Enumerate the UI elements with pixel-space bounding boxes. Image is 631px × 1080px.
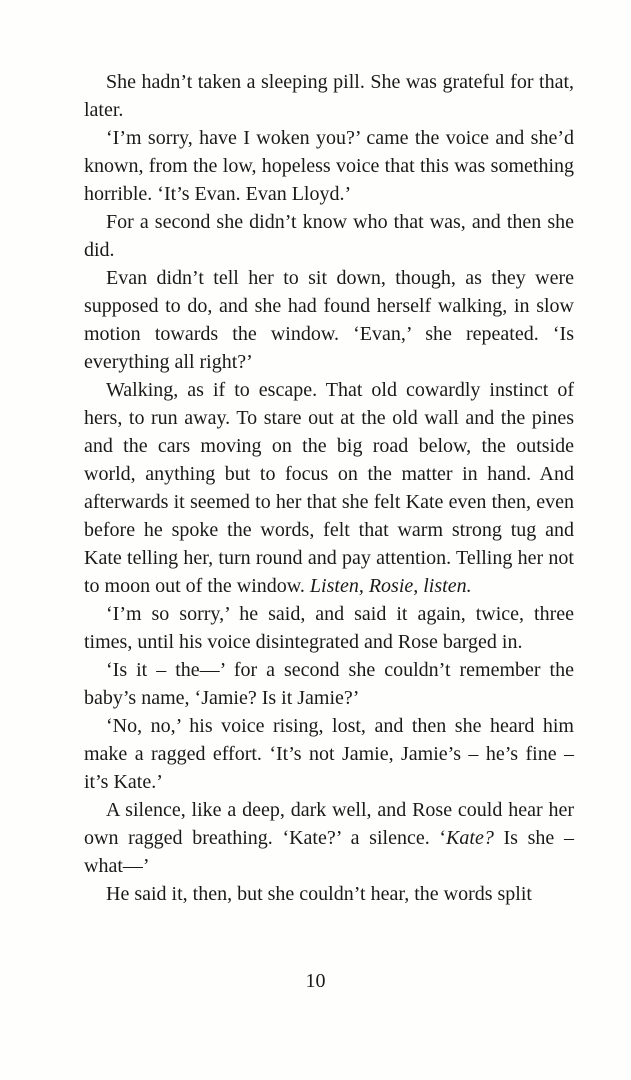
text-run: ‘I’m sorry, have I woken you?’ came the voice and she’d known, from the low, hopeless voice that this was something horrible. ‘It’s Evan. Evan Lloyd.’ [84, 127, 574, 205]
text-run: Is she – what—’ [84, 827, 574, 877]
text-run: He said it, then, but she couldn’t hear, the words split [106, 883, 532, 905]
paragraph [84, 796, 574, 880]
text-run: ‘Is it – the—’ for a second she couldn’t remember the baby’s name, ‘Jamie? Is it Jamie?’ [84, 659, 574, 709]
text-run: ‘I’m so sorry,’ he said, and said it again, twice, three times, until his voice disintegrated and Rose barged in. [84, 603, 574, 653]
paragraph [84, 376, 574, 600]
text-run: She hadn’t taken a sleeping pill. She was grateful for that, later. [84, 71, 574, 121]
italic-text: Listen, Rosie, listen. [309, 575, 472, 597]
page-number: 10 [305, 970, 326, 992]
italic-text: Kate? [446, 827, 494, 849]
text-run: ‘No, no,’ his voice rising, lost, and then she heard him make a ragged effort. ‘It’s not Jamie, Jamie’s – he’s fine – it’s Kate.’ [84, 715, 574, 793]
paragraph [84, 656, 574, 712]
paragraph [84, 68, 574, 124]
paragraph [84, 880, 574, 908]
text-run: A silence, like a deep, dark well, and Rose could hear her own ragged breathing. ‘Kate?’ a silence. ‘ [84, 799, 574, 849]
body-text [84, 68, 574, 908]
paragraph [84, 600, 574, 656]
text-run: For a second she didn’t know who that was, and then she did. [84, 211, 574, 261]
text-run: Evan didn’t tell her to sit down, though, as they were supposed to do, and she had found herself walking, in slow motion towards the window. ‘Evan,’ she repeated. ‘Is everything all right?’ [84, 267, 574, 373]
paragraph [84, 124, 574, 208]
paragraph [84, 712, 574, 796]
paragraph [84, 264, 574, 376]
paragraph [84, 208, 574, 264]
text-run: Walking, as if to escape. That old cowardly instinct of hers, to run away. To stare out at the old wall and the pines and the cars moving on the big road below, the outside world, anything but to focus on the matter in hand. And afterwards it seemed to her that she felt Kate even then, even before he spoke the words, felt that warm strong tug and Kate telling her, turn round and pay attention. Telling her not to moon out of the window. [84, 379, 574, 597]
